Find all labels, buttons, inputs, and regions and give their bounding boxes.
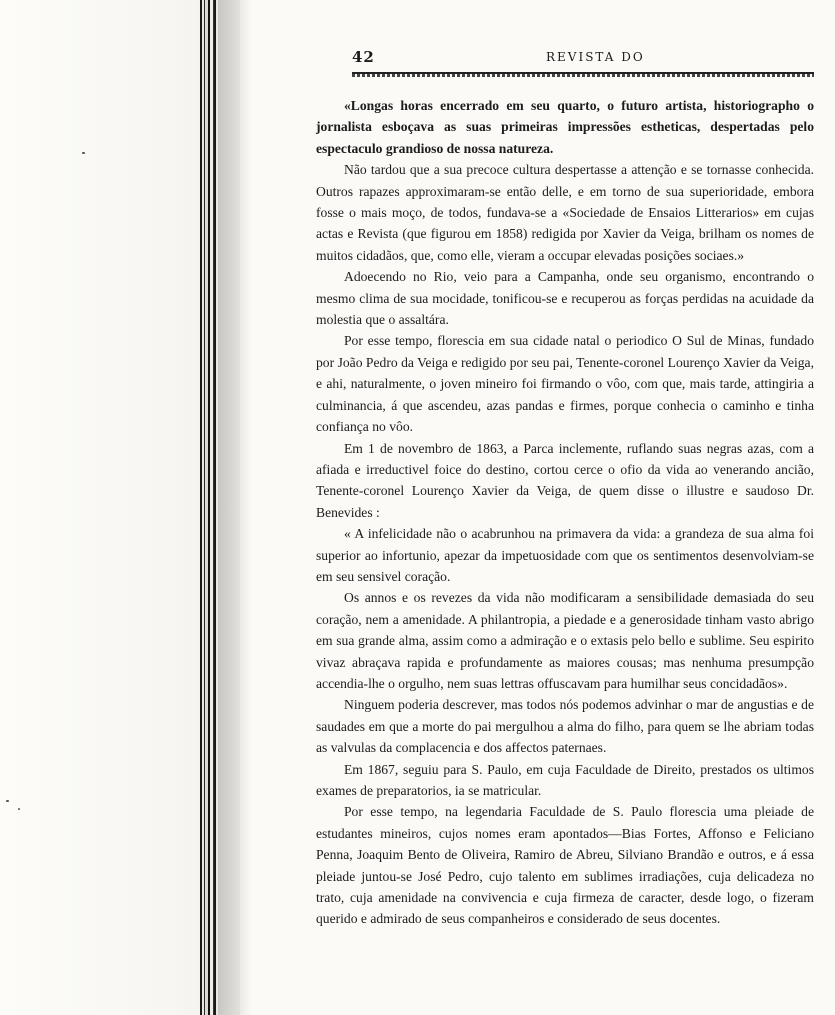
header-rule xyxy=(352,72,814,77)
page-number: 42 xyxy=(352,48,375,66)
paragraph: Em 1 de novembro de 1863, a Parca inclemente, ruflando suas negras azas, com a afiada e irreductivel foice do destino, cortou cerce o ofio da vida ao venerando ancião, Tenente-coronel Lourenço Xavier da Veiga, de quem disse o illustre e saudoso Dr. Benevides : xyxy=(316,440,814,520)
paper-speck xyxy=(6,800,9,802)
paragraph: Por esse tempo, florescia em sua cidade natal o periodico O Sul de Minas, fundado por João Pedro da Veiga e redigido por seu pai, Tenente-coronel Lourenço Xavier da Veiga, e ahi, naturalmente, o joven mineiro foi firmando o vôo, com que, mais tarde, attingiria a culminancia, á que ascendeu, azas pandas e firmes, porque conhecia o caminho e tinha confiança no vôo. xyxy=(316,333,814,435)
paper-speck xyxy=(82,152,85,154)
gutter-shadow xyxy=(218,0,252,1015)
book-page xyxy=(316,48,814,930)
quote-paragraph: « A infelicidade não o acabrunhou na primavera da vida: a grandeza de sua alma foi superior ao infortunio, apezar da impetuosidade com que os sentimentos desenvolviam-se em seu sensivel coração. xyxy=(316,526,814,584)
paragraph: Não tardou que a sua precoce cultura despertasse a attenção e se tornasse conhecida. Outros rapazes approximaram-se então delle, e em torno de sua superioridade, embora fosse o mais moço, de todos, fundava-se a «Sociedade de Ensaios Litterarios» em cujas actas e Revista (que figurou em 1858) redigida por Xavier da Veiga, brilham os nomes de muitos cidadãos, que, como elle, vieram a occupar elevadas posições sociaes.» xyxy=(316,162,814,263)
page-body xyxy=(316,95,814,930)
running-head: REVISTA DO xyxy=(546,50,645,64)
paragraph: Por esse tempo, na legendaria Faculdade de S. Paulo florescia uma pleiade de estudantes mineiros, cujos nomes eram apontados—Bias Fortes, Affonso e Feliciano Penna, Joaquim Bento de Oliveira, Ramiro de Abreu, Silviano Brandão e outros, e á essa pleiade juntou-se José Pedro, cujo talento em sublimes irradiações, cuja delicadeza no trato, cuja amenidade na convivencia e cuja firmeza de caracter, desde logo, o fizeram querido e admirado de seus companheiros e considerado de seus docentes. xyxy=(316,804,814,927)
book-spine xyxy=(200,0,218,1015)
paragraph: Adoecendo no Rio, veio para a Campanha, onde seu organismo, encontrando o mesmo clima de sua mocidade, tonificou-se e recuperou as forças perdidas na acuidade da molestia que o assaltára. xyxy=(316,269,814,328)
paragraph: «Longas horas encerrado em seu quarto, o futuro artista, historiographo o jornalista esboçava as suas primeiras impressões estheticas, despertadas pelo espectaculo grandioso de nossa natureza. xyxy=(316,98,814,156)
paragraph: Em 1867, seguiu para S. Paulo, em cuja Faculdade de Direito, prestados os ultimos exames de preparatorios, ia se matricular. xyxy=(316,761,814,798)
quote-paragraph: Os annos e os revezes da vida não modificaram a sensibilidade demasiada do seu coração, nem a amenidade. A philantropia, a piedade e a generosidade tinham vasto abrigo em sua grande alma, assim como a admiração e o extasis pelo bello e sublime. Seu espirito vivaz abraçava rapida e profundamente as maiores cousas; mas nenhuma presumpção accendia-lhe o orgulho, nem suas lettras offuscavam para humilhar seus concidadãos». xyxy=(316,590,814,691)
page-header xyxy=(316,48,814,72)
paragraph: Ninguem poderia descrever, mas todos nós podemos advinhar o mar de angustias e de saudades em que a morte do pai mergulhou a alma do filho, para quem se lhe abriam todas as valvulas da complacencia e dos affectos paternaes. xyxy=(316,697,814,756)
paper-speck xyxy=(18,808,20,810)
